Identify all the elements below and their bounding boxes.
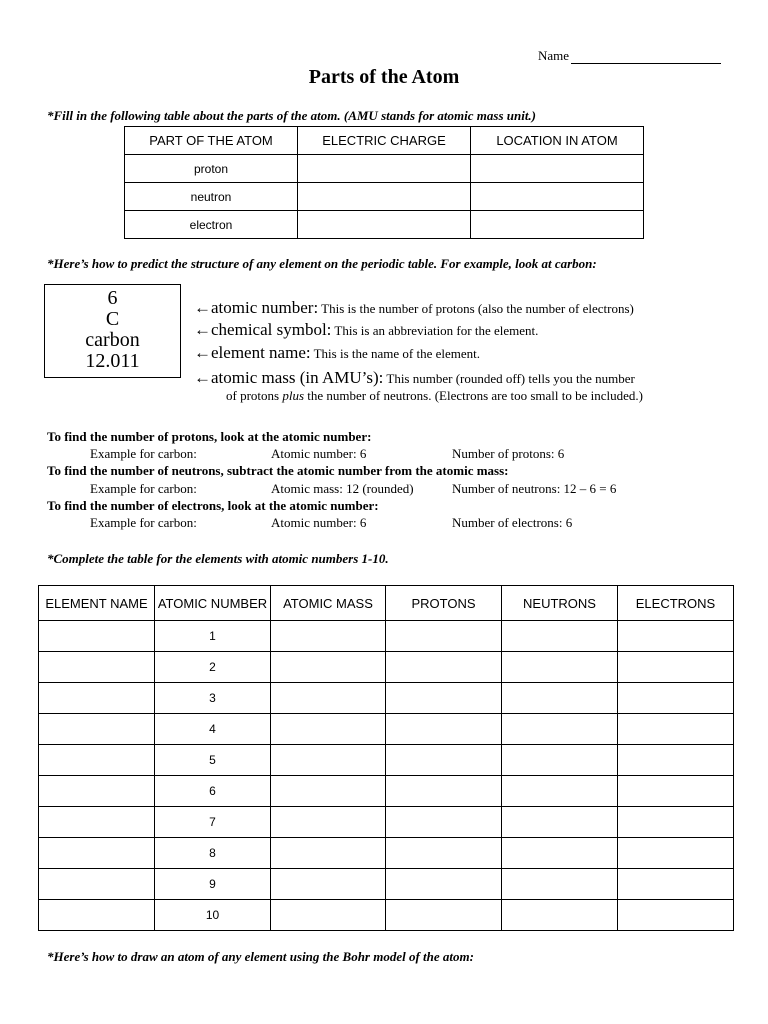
atomic-mass-cell[interactable]	[271, 745, 386, 776]
element-name-cell[interactable]	[39, 869, 155, 900]
atomic-number-cell: 9	[155, 869, 271, 900]
electrons-heading: To find the number of electrons, look at the atomic number:	[47, 498, 379, 513]
atomic-number-cell: 10	[155, 900, 271, 931]
legend-atomic-mass-cont	[226, 388, 643, 404]
neutrons-example: Example for carbon:	[90, 481, 197, 496]
charge-cell[interactable]	[298, 211, 471, 239]
location-cell[interactable]	[471, 211, 644, 239]
location-cell[interactable]	[471, 183, 644, 211]
neutrons-value: Atomic mass: 12 (rounded)	[271, 481, 414, 496]
table-row	[39, 683, 734, 714]
atomic-mass-cell[interactable]	[271, 807, 386, 838]
charge-cell[interactable]	[298, 183, 471, 211]
legend-term: atomic mass (in AMU’s):	[211, 368, 384, 387]
name-blank[interactable]	[571, 51, 721, 64]
parts-table-header	[125, 127, 644, 155]
table-row	[125, 183, 644, 211]
table-row	[39, 745, 734, 776]
legend-element-name	[194, 343, 480, 363]
atomic-number-cell: 2	[155, 652, 271, 683]
electrons-value: Atomic number: 6	[271, 515, 367, 530]
atomic-number-cell: 6	[155, 776, 271, 807]
protons-value: Atomic number: 6	[271, 446, 367, 461]
neutrons-cell[interactable]	[502, 714, 618, 745]
protons-cell[interactable]	[386, 652, 502, 683]
left-arrow-icon: ←	[194, 298, 211, 317]
header-atomic-mass: ATOMIC MASS	[271, 586, 386, 621]
header-part: PART OF THE ATOM	[125, 127, 298, 155]
table-row	[39, 621, 734, 652]
electrons-result: Number of electrons: 6	[452, 515, 573, 530]
page-title: Parts of the Atom	[308, 66, 460, 88]
atomic-number-cell: 8	[155, 838, 271, 869]
table-row	[125, 155, 644, 183]
neutrons-cell[interactable]	[502, 838, 618, 869]
element-mass: 12.011	[85, 350, 140, 372]
atomic-mass-cell[interactable]	[271, 621, 386, 652]
header-charge: ELECTRIC CHARGE	[298, 127, 471, 155]
instruction-bohr: *Here’s how to draw an atom of any element using the Bohr model of the atom:	[47, 949, 474, 964]
legend-desc: This is the name of the element.	[310, 346, 481, 361]
left-arrow-icon: ←	[194, 320, 211, 339]
header-electrons: ELECTRONS	[618, 586, 734, 621]
table-row	[39, 869, 734, 900]
electrons-cell[interactable]	[618, 776, 734, 807]
element-name-cell[interactable]	[39, 621, 155, 652]
location-cell[interactable]	[471, 155, 644, 183]
element-name-cell[interactable]	[39, 900, 155, 931]
legend-term: chemical symbol:	[211, 320, 332, 339]
atomic-mass-cell[interactable]	[271, 776, 386, 807]
parts-table	[124, 126, 644, 239]
atomic-number-cell: 5	[155, 745, 271, 776]
table-row	[125, 211, 644, 239]
element-number: 6	[107, 287, 118, 309]
electrons-cell[interactable]	[618, 621, 734, 652]
legend-cont-em: plus	[282, 388, 305, 403]
header-protons: PROTONS	[386, 586, 502, 621]
name-field[interactable]	[538, 48, 721, 64]
part-name: proton	[125, 155, 298, 183]
protons-cell[interactable]	[386, 621, 502, 652]
charge-cell[interactable]	[298, 155, 471, 183]
instruction-fill-table: *Fill in the following table about the parts of the atom. (AMU stands for atomic mass unit.)	[47, 108, 537, 123]
electrons-cell[interactable]	[618, 869, 734, 900]
protons-cell[interactable]	[386, 745, 502, 776]
neutrons-cell[interactable]	[502, 807, 618, 838]
element-box-carbon	[44, 284, 181, 378]
protons-cell[interactable]	[386, 683, 502, 714]
electrons-cell[interactable]	[618, 652, 734, 683]
elements-table-header	[39, 586, 734, 621]
neutrons-cell[interactable]	[502, 900, 618, 931]
atomic-mass-cell[interactable]	[271, 714, 386, 745]
table-row	[39, 652, 734, 683]
neutrons-cell[interactable]	[502, 869, 618, 900]
header-location: LOCATION IN ATOM	[471, 127, 644, 155]
atomic-mass-cell[interactable]	[271, 900, 386, 931]
instruction-complete: *Complete the table for the elements with atomic numbers 1-10.	[47, 551, 389, 566]
header-neutrons: NEUTRONS	[502, 586, 618, 621]
protons-cell[interactable]	[386, 900, 502, 931]
atomic-mass-cell[interactable]	[271, 652, 386, 683]
left-arrow-icon: ←	[194, 343, 211, 362]
legend-chemical-symbol	[194, 320, 538, 340]
legend-desc: This is an abbreviation for the element.	[331, 323, 539, 338]
protons-cell[interactable]	[386, 869, 502, 900]
element-name-cell[interactable]	[39, 838, 155, 869]
legend-term: atomic number:	[211, 298, 319, 317]
legend-atomic-mass	[194, 368, 635, 388]
electrons-cell[interactable]	[618, 807, 734, 838]
atomic-number-cell: 1	[155, 621, 271, 652]
neutrons-heading: To find the number of neutrons, subtract the atomic number from the atomic mass:	[47, 463, 509, 478]
electrons-cell[interactable]	[618, 745, 734, 776]
table-row	[39, 776, 734, 807]
element-name-cell[interactable]	[39, 745, 155, 776]
name-label: Name	[538, 48, 570, 63]
electrons-example: Example for carbon:	[90, 515, 197, 530]
atomic-number-cell: 4	[155, 714, 271, 745]
protons-cell[interactable]	[386, 776, 502, 807]
part-name: neutron	[125, 183, 298, 211]
left-arrow-icon: ←	[194, 368, 211, 387]
part-name: electron	[125, 211, 298, 239]
elements-table	[38, 585, 734, 931]
instruction-predict: *Here’s how to predict the structure of any element on the periodic table. For example, look at carbon:	[47, 256, 597, 271]
legend-desc: This number (rounded off) tells you the number	[383, 371, 635, 386]
protons-heading: To find the number of protons, look at the atomic number:	[47, 429, 372, 444]
neutrons-cell[interactable]	[502, 652, 618, 683]
element-name-cell[interactable]	[39, 776, 155, 807]
protons-cell[interactable]	[386, 838, 502, 869]
legend-term: element name:	[211, 343, 311, 362]
atomic-mass-cell[interactable]	[271, 869, 386, 900]
protons-cell[interactable]	[386, 807, 502, 838]
element-symbol: C	[105, 308, 120, 330]
element-name-cell[interactable]	[39, 652, 155, 683]
electrons-cell[interactable]	[618, 900, 734, 931]
header-element-name: ELEMENT NAME	[39, 586, 155, 621]
table-row	[39, 838, 734, 869]
legend-atomic-number	[194, 298, 634, 318]
neutrons-cell[interactable]	[502, 745, 618, 776]
atomic-number-cell: 7	[155, 807, 271, 838]
element-name-cell[interactable]	[39, 807, 155, 838]
legend-cont-post: the number of neutrons. (Electrons are too small to be included.)	[304, 388, 643, 403]
atomic-number-cell: 3	[155, 683, 271, 714]
table-row	[39, 807, 734, 838]
table-row	[39, 900, 734, 931]
electrons-cell[interactable]	[618, 714, 734, 745]
neutrons-cell[interactable]	[502, 776, 618, 807]
protons-example: Example for carbon:	[90, 446, 197, 461]
neutrons-result: Number of neutrons: 12 – 6 = 6	[452, 481, 617, 496]
header-atomic-number: ATOMIC NUMBER	[155, 586, 271, 621]
neutrons-cell[interactable]	[502, 621, 618, 652]
element-name-cell[interactable]	[39, 683, 155, 714]
legend-cont-pre: of protons	[226, 388, 283, 403]
neutrons-cell[interactable]	[502, 683, 618, 714]
table-row	[39, 714, 734, 745]
atomic-mass-cell[interactable]	[271, 838, 386, 869]
protons-cell[interactable]	[386, 714, 502, 745]
protons-result: Number of protons: 6	[452, 446, 565, 461]
electrons-cell[interactable]	[618, 838, 734, 869]
element-name-cell[interactable]	[39, 714, 155, 745]
electrons-cell[interactable]	[618, 683, 734, 714]
legend-desc: This is the number of protons (also the number of electrons)	[318, 301, 634, 316]
element-name: carbon	[85, 329, 140, 351]
atomic-mass-cell[interactable]	[271, 683, 386, 714]
